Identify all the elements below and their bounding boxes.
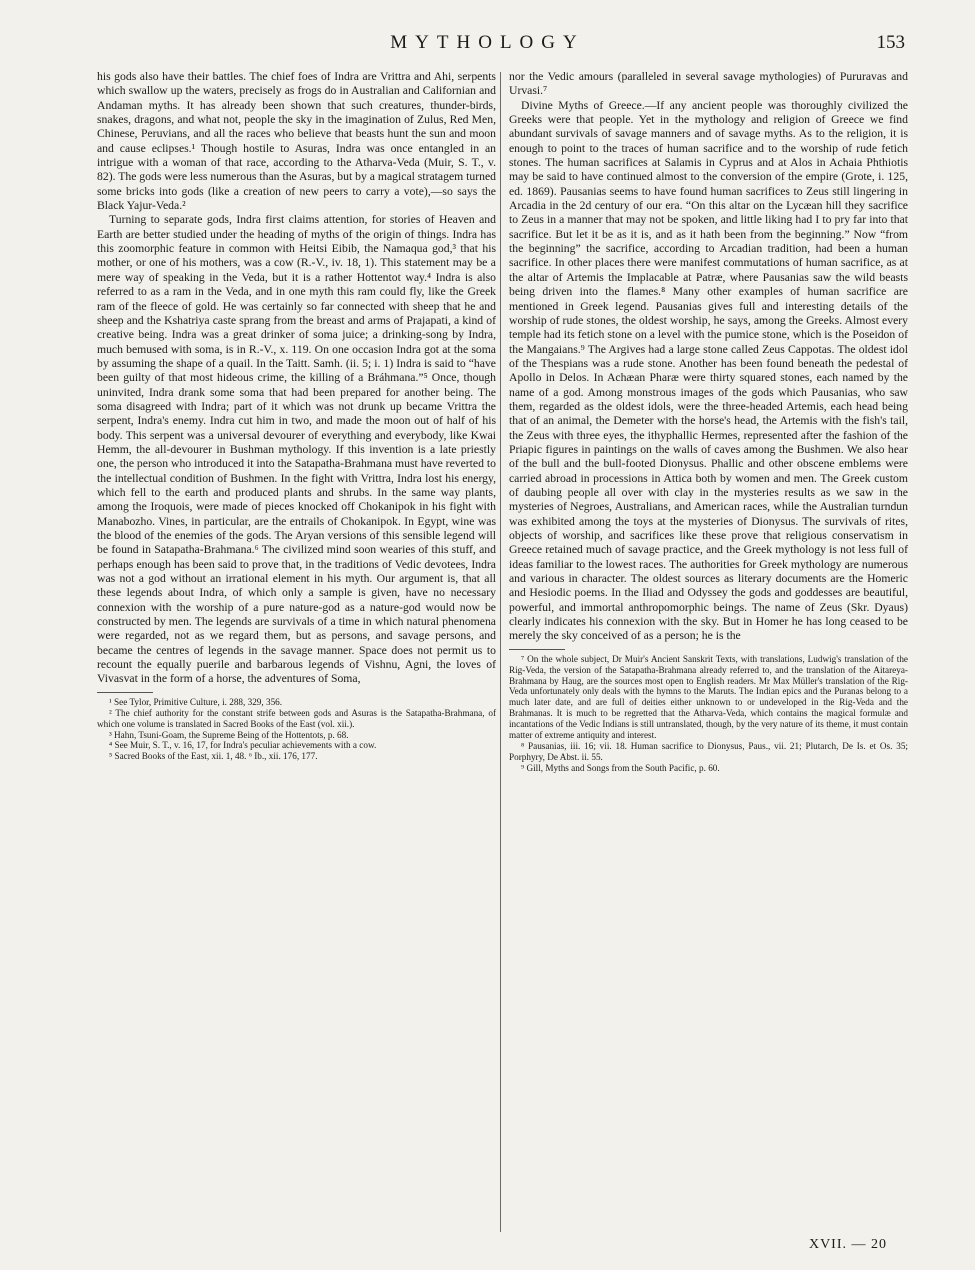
footnote-rule <box>509 649 565 650</box>
right-column <box>509 70 908 774</box>
right-footnotes <box>509 654 908 774</box>
column-divider <box>500 72 501 1232</box>
footnote: ¹ See Tylor, Primitive Culture, i. 288, 329, 356. <box>109 696 283 707</box>
right-paragraph: Divine Myths of Greece.—If any ancient people was thoroughly civilized the Greeks were that people. Yet in the mythology and religion of Greece we find abundant survivals of savage manners and of savage myths. As to the religion, it is enough to point to the traces of human sacrifice and to the worship of rude fetich stones. The human sacrifices at Salamis in Cyprus and at Alos in Achaia Phthiotis may be said to have continued almost to the conversion of the empire (Grote, i. 125, ed. 1869). Pausanias seems to have found human sacrifices to Zeus still lingering in Arcadia in the 2d century of our era. “On this altar on the Lycæan hill they sacrifice to Zeus in a manner that may not be spoken, and little liking had I to pry far into that sacrifice. But let it be as it is, and as it hath been from the beginning.” Now “from the beginning” the sacrifice, according to Arcadian tradition, had been a human sacrifice. In other places there were manifest commutations of human sacrifice, as at the altar of Artemis the Implacable at Patræ, where Pausanias saw the wild beasts being driven into the flames.⁸ Many other examples of human sacrifice are mentioned in Greek legend. Pausanias gives full and interesting details of the worship of rude stones, the oldest worship, he says, among the Greeks. Almost every temple had its fetich stone on a level with the pumice stone, which is the Poseidon of the Mangaians.⁹ The Argives had a large stone called Zeus Cappotas. The oldest idol of the Thespians was a rude stone. Another has been found beneath the pedestal of Apollo in Delos. In Achæan Pharæ were thirty squared stones, each named by the name of a god. Among monstrous images of the gods which Pausanias, who saw them, regarded as the oldest idols, were the three-headed Artemis, each head being that of an animal, the Demeter with the horse's head, the Artemis with the fish's tail, the Zeus with three eyes, the ithyphallic Hermes, represented after the fashion of the Priapic figures in paintings on the walls of caves among the Bushmen. We also hear of the bull and the bull-footed Dionysus. Phallic and other obscene emblems were carried abroad in processions in Attica both by women and men. The Greek custom of daubing people all over with clay in the mysteries results as we saw in the mysteries of Negroes, Australians, and American races, while the Australian turndun was exhibited among the toys at the mysteries of Dionysus. The survivals of rites, objects of worship, and sacrifices like these prove that religious conservatism in Greece retained much of savage practice, and the Greek mythology is not less full of ideas familiar to the lowest races. The authorities for Greek mythology are numerous and various in character. The oldest sources as literary documents are the Homeric and Hesiodic poems. In the Iliad and Odyssey the gods and goddesses are beautiful, powerful, and immortal anthropomorphic beings. The name of Zeus (Skr. Dyaus) clearly indicates his connexion with the sky. But in Homer he has long ceased to be merely the sky conceived of as a person; he is the <box>509 98 908 643</box>
footnote: ⁴ See Muir, S. T., v. 16, 17, for Indra's peculiar achievements with a cow. <box>109 740 377 751</box>
right-body <box>509 70 908 644</box>
left-footnotes <box>97 697 496 762</box>
running-head <box>0 30 975 60</box>
running-title: MYTHOLOGY <box>390 32 585 53</box>
page-number: 153 <box>876 32 905 53</box>
footnote: ⁷ On the whole subject, Dr Muir's Ancient Sanskrit Texts, with translations, Ludwig's translation of the Rig-Veda, the version of the Satapatha-Brahmana already referred to, and the translation of the Aitareya-Brahmana by Haug, are the sources most open to English readers. Mr Max Müller's translation of the Rig-Veda unfortunately only deals with the hymns to the Maruts. The Indian epics and the Puranas belong to a much later date, and are full of deities either unknown to or undeveloped in the Rig-Veda and the Brahmanas. It is much to be regretted that the Atharva-Veda, which contains the magical formulæ and incantations of the Vedic Indians is still untranslated, though, by the very nature of its theme, it must contain matter of extreme antiquity and interest. <box>509 653 908 741</box>
footnote: ⁵ Sacred Books of the East, xii. 1, 48. ⁶ Ib., xii. 176, 177. <box>109 751 318 762</box>
right-paragraph: nor the Vedic amours (paralleled in several savage mythologies) of Pururavas and Urvasi.⁷ <box>509 70 908 98</box>
left-paragraph: Turning to separate gods, Indra first claims attention, for stories of Heaven and Earth are better studied under the heading of myths of the origin of things. Indra has this zoomorphic feature in common with Heitsi Eibib, the Namaqua god,³ that his mother, or one of his mothers, was a cow (R.-V., iv. 18, 1). This statement may be a mere way of speaking in the Veda, but it is a rather Hottentot way.⁴ Indra is also referred to as a ram in the Veda, and in one myth this ram could fly, like the Greek ram of the fleece of gold. He was certainly so far connected with sheep that he and sheep and the Kshatriya caste sprang from the breast and arms of Prajapati, a kind of creative being. Indra was a great drinker of soma juice; a drinking-song by Indra, much bemused with soma, is in R.-V., x. 119. On one occasion Indra got at the soma by assuming the shape of a quail. In the Taitt. Samh. (ii. 5; i. 1) Indra is said to “have been guilty of that most hideous crime, the killing of a Bráhmana.”⁵ Once, though uninvited, Indra drank some soma that had been prepared for another being. The soma disagreed with Indra; part of it which was not drunk up became Vrittra the serpent, Indra's enemy. Indra cut him in two, and made the moon out of half of his body. This serpent was a universal devourer of everything and everybody, like Kwai Hemm, the all-devourer in Bushman mythology. If this invention is a late priestly one, the person who introduced it into the Satapatha-Brahmana must have reverted to the intellectual condition of Bushmen. In the fight with Vrittra, Indra lost his energy, which fell to the earth and produced plants and shrubs. In the same way plants, among the Iroquois, were made of pieces knocked off Chokanipok in his fight with Manabozho. Vines, in particular, are the entrails of Chokanipok. In Egypt, wine was the blood of the enemies of the gods. The Aryan versions of this sensible legend will be found in Satapatha-Brahmana.⁶ The civilized mind soon wearies of this stuff, and perhaps enough has been said to prove that, in the traditions of Vedic devotees, Indra was not a god without an irrational element in his myth. Our argument is, that all these legends about Indra, of which only a sample is given, have no necessary connexion with the worship of a pure nature-god as a nature-god would now be constructed by men. The legends are survivals of a time in which natural phenomena were regarded, not as we regard them, but as persons, and savage persons, and became the centres of legends in the savage manner. Space does not permit us to recount the equally puerile and barbarous legends of Vishnu, Agni, the loves of Vivasvat in the form of a horse, the adventures of Soma, <box>97 213 496 686</box>
footnote-rule <box>97 692 153 693</box>
left-paragraph: his gods also have their battles. The chief foes of Indra are Vrittra and Ahi, serpents which swallow up the waters, precisely as frogs do in Australian and Californian and Andaman myths. It has already been shown that such creatures, thunder-birds, snakes, dragons, and what not, people the sky in the imagination of Zulus, Red Men, Chinese, Peruvians, and all the races who believe that beasts hunt the sun and moon and cause eclipses.¹ Though hostile to Asuras, Indra was once entangled in an intrigue with a woman of that race, according to the Atharva-Veda (Muir, S. T., v. 82). The gods were less numerous than the Asuras, but by a magical stratagem turned some bricks into gods (like a creation of new peers to carry a vote),—so says the Black Yajur-Veda.² <box>97 70 497 213</box>
signature-mark: XVII. — 20 <box>808 1237 887 1252</box>
footnote: ³ Hahn, Tsuni-Goam, the Supreme Being of the Hottentots, p. 68. <box>109 729 349 740</box>
left-column <box>97 70 496 762</box>
left-body <box>97 70 496 687</box>
footnote: ⁹ Gill, Myths and Songs from the South Pacific, p. 60. <box>521 762 720 773</box>
footnote: ² The chief authority for the constant strife between gods and Asuras is the Satapatha-Brahmana, of which one volume is translated in Sacred Books of the East (vol. xii.). <box>97 707 496 729</box>
footnote: ⁸ Pausanias, iii. 16; vii. 18. Human sacrifice to Dionysus, Paus., vii. 21; Plutarch, De Is. et Os. 35; Porphyry, De Abst. ii. 55. <box>509 741 908 762</box>
